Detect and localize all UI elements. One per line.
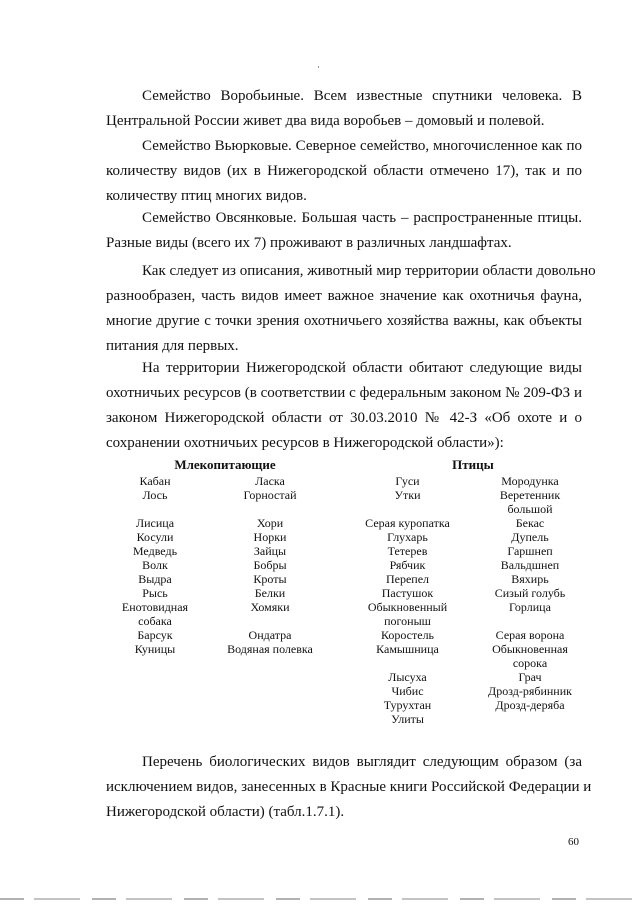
- text-line: Перечень биологических видов выглядит следующим образом (за: [142, 754, 582, 770]
- text-line: количеству птиц многих видов.: [106, 188, 307, 204]
- birds-column-2: [475, 474, 585, 726]
- table-cell: Дупель: [511, 530, 549, 544]
- table-cell: [345, 502, 470, 516]
- text-line: Семейство Вьюрковые. Северное семейство, многочисленное как по: [142, 138, 582, 154]
- table-cell: Дрозд-рябинник: [488, 684, 572, 698]
- text-line: многие другие с точки зрения охотничьего хозяйства важны, как объекты: [106, 313, 582, 329]
- birds-column-1: [345, 474, 470, 726]
- table-cell: Утки: [394, 488, 421, 502]
- text-line: На территории Нижегородской области обитают следующие виды: [142, 360, 582, 376]
- text-line: Семейство Овсянковые. Большая часть – распространенные птицы.: [142, 210, 582, 226]
- mammals-header: Млекопитающие: [174, 457, 276, 472]
- table-cell: Зайцы: [253, 544, 287, 558]
- table-cell: Дрозд-деряба: [495, 698, 565, 712]
- table-cell: Бекас: [515, 516, 545, 530]
- table-cell: Горностай: [243, 488, 297, 502]
- birds-header: Птицы: [452, 457, 494, 472]
- table-cell: [205, 614, 335, 628]
- text-line: охотничьих ресурсов (в соответствии с федеральным законом № 209-ФЗ и: [106, 385, 582, 401]
- table-cell: Мородунка: [501, 474, 559, 488]
- table-cell: Вяхирь: [511, 572, 549, 586]
- paragraph-finches: [106, 134, 582, 209]
- table-cell: Норки: [253, 530, 287, 544]
- table-cell: Хори: [256, 516, 284, 530]
- table-cell: Тетерев: [387, 544, 428, 558]
- table-cell: сорока: [512, 656, 548, 670]
- page-number: 60: [568, 836, 579, 848]
- scan-artifact-line: [0, 898, 640, 900]
- table-cell: Бобры: [253, 558, 287, 572]
- table-cell: Выдра: [138, 572, 172, 586]
- table-cell: погоныш: [384, 614, 431, 628]
- table-cell: Лисица: [135, 516, 175, 530]
- table-cell: [475, 614, 585, 628]
- table-cell: [345, 656, 470, 670]
- table-cell: Енотовидная: [121, 600, 189, 614]
- paragraph-fauna: [106, 259, 596, 359]
- table-cell: Улиты: [391, 712, 424, 726]
- table-cell: Медведь: [132, 544, 178, 558]
- table-cell: Гаршнеп: [507, 544, 553, 558]
- table-cell: Гуси: [395, 474, 420, 488]
- paragraph-sparrows: [106, 84, 582, 134]
- paragraph-species-list: [106, 750, 592, 825]
- table-cell: Горлица: [509, 600, 551, 614]
- table-cell: Барсук: [137, 628, 173, 642]
- text-line: количеству видов (их в Нижегородской области отмечено 17), так и по: [106, 163, 582, 179]
- table-cell: Косули: [136, 530, 174, 544]
- table-cell: [205, 502, 335, 516]
- table-cell: Обыкновенный: [367, 600, 448, 614]
- table-cell: Рысь: [142, 586, 168, 600]
- table-cell: Обыкновенная: [492, 642, 568, 656]
- table-cell: Ласка: [255, 474, 285, 488]
- text-line: сохранении охотничьих ресурсов в Нижегородской области»):: [106, 435, 504, 451]
- mammals-column-2: [205, 474, 335, 656]
- table-cell: Куницы: [134, 642, 176, 656]
- table-cell: Глухарь: [387, 530, 428, 544]
- table-cell: Волк: [142, 558, 168, 572]
- table-cell: Грач: [518, 670, 542, 684]
- table-cell: Серая ворона: [495, 628, 565, 642]
- text-line: Как следует из описания, животный мир территории области довольно: [142, 263, 596, 279]
- paragraph-hunting-resources: [106, 356, 582, 456]
- table-cell: Лысуха: [388, 670, 427, 684]
- mammals-column-1: [100, 474, 210, 656]
- table-cell: Коростель: [380, 628, 435, 642]
- table-cell: Белки: [254, 586, 286, 600]
- text-line: законом Нижегородской области от 30.03.2010 № 42-З «Об охоте и о: [106, 410, 582, 426]
- table-cell: Кабан: [139, 474, 171, 488]
- table-cell: Ондатра: [248, 628, 292, 642]
- table-cell: Хомяки: [250, 600, 290, 614]
- table-cell: Водяная полевка: [227, 642, 313, 656]
- text-line: питания для первых.: [106, 338, 239, 354]
- text-line: Семейство Воробьиные. Всем известные спутники человека. В: [142, 88, 582, 104]
- table-cell: Камышница: [376, 642, 439, 656]
- table-cell: Перепел: [385, 572, 430, 586]
- table-cell: Лось: [142, 488, 168, 502]
- table-cell: [100, 502, 210, 516]
- table-cell: Сизый голубь: [494, 586, 566, 600]
- paragraph-buntings: [106, 206, 582, 256]
- scan-speck: [318, 66, 319, 68]
- table-cell: Пастушок: [381, 586, 434, 600]
- text-line: разнообразен, часть видов имеет важное значение как охотничья фауна,: [106, 288, 582, 304]
- table-cell: Кроты: [253, 572, 287, 586]
- text-line: исключением видов, занесенных в Красные книги Российской Федерации и: [106, 779, 592, 795]
- table-cell: собака: [138, 614, 172, 628]
- text-line: Разные виды (всего их 7) проживают в различных ландшафтах.: [106, 235, 512, 251]
- table-cell: [475, 712, 585, 726]
- table-cell: Турухтан: [383, 698, 432, 712]
- text-line: Нижегородской области) (табл.1.7.1).: [106, 804, 345, 820]
- table-cell: Чибис: [391, 684, 424, 698]
- table-cell: Веретенник: [499, 488, 561, 502]
- text-line: Центральной России живет два вида воробьев – домовый и полевой.: [106, 113, 545, 129]
- table-cell: Серая куропатка: [365, 516, 450, 530]
- table-cell: большой: [507, 502, 553, 516]
- table-cell: Вальдшнеп: [500, 558, 560, 572]
- table-cell: Рябчик: [389, 558, 426, 572]
